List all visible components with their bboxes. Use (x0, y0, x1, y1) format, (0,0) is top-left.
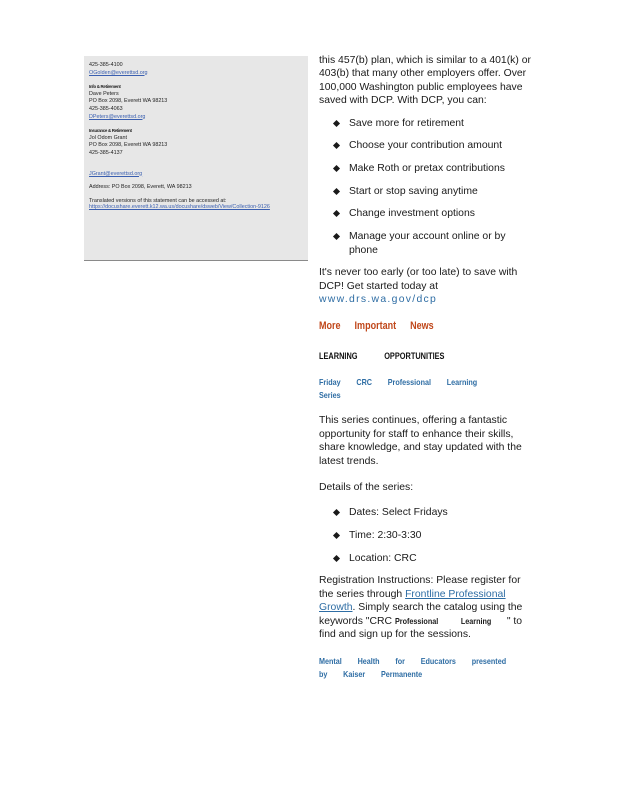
dcp-cta-text: It's never too early (or too late) to save with DCP! Get started today at (319, 267, 518, 292)
dcp-cta (319, 266, 533, 306)
details-label: Details of the series: (319, 481, 414, 493)
list-item: Make Roth or pretax contributions (331, 162, 533, 175)
news-heading: More Important News (319, 320, 434, 333)
translation-note: Translated versions of this statement can be accessed at: (89, 197, 227, 204)
dcp-benefits-list (319, 117, 533, 257)
registration-instructions (319, 574, 533, 641)
contact-role: Info & Retirement (89, 84, 121, 90)
contact-address: PO Box 2098, Everett WA 98213 (89, 98, 168, 105)
contact-box (84, 56, 308, 261)
series-description: This series continues, offering a fantastic opportunity for staff to enhance their skills, share knowledge, and stay updated with the latest trends. (319, 415, 522, 467)
main-column (319, 54, 533, 681)
list-item: Manage your account online or by phone (331, 230, 533, 257)
contact-email-link[interactable]: OGolden@everettsd.org (89, 69, 148, 76)
frontline-link[interactable]: Frontline Professional Growth (319, 588, 506, 614)
contact-name: Jol Odom Grant (89, 134, 128, 141)
list-item: Start or stop saving anytime (331, 185, 533, 198)
contact-role: Insurance & Retirement (89, 128, 132, 134)
registration-keywords: Professional Learning (394, 615, 492, 626)
dcp-intro: this 457(b) plan, which is similar to a 401(k) or 403(b) that many other employers offer. Over 100,000 Washington public employees have saved with DCP. With DCP, you can: (319, 55, 531, 107)
dcp-link[interactable]: www.drs.wa.gov/dcp (319, 294, 438, 306)
learning-heading: LEARNING OPPORTUNITIES (319, 350, 445, 361)
list-item: Time: 2:30-3:30 (331, 529, 533, 542)
contact-phone: 425-385-4100 (89, 62, 123, 68)
registration-text: " to find and sign up for the sessions. (319, 615, 523, 641)
list-item: Choose your contribution amount (331, 139, 533, 152)
list-item: Save more for retirement (331, 117, 533, 130)
contact-phone: 425-385-4137 (89, 149, 123, 156)
series-title: Friday CRC Professional Learning Series (319, 377, 478, 401)
series-details-list (319, 506, 533, 565)
contact-address: PO Box 2098, Everett WA 98213 (89, 142, 168, 149)
district-address: Address: PO Box 2098, Everett, WA 98213 (89, 184, 192, 191)
registration-text: Registration Instructions: Please register for the series through (319, 575, 521, 600)
contact-email-link[interactable]: DPeters@everettsd.org (89, 113, 146, 120)
list-item: Change investment options (331, 207, 533, 220)
translation-link[interactable]: https://docushare.everett.k12.wa.us/docushare/dsweb/View/Collection-9126 (89, 204, 270, 211)
contact-email-link[interactable]: JGrant@everettsd.org (89, 170, 143, 177)
list-item: Dates: Select Fridays (331, 506, 533, 519)
list-item: Location: CRC (331, 552, 533, 565)
registration-text: . Simply search the catalog using the keywords "CRC (319, 602, 523, 627)
mental-health-title: Mental Health for Educators presented by Kaiser Permanente (319, 656, 507, 680)
contact-phone: 425-385-4063 (89, 105, 123, 112)
contact-name: Dave Peters (89, 90, 119, 97)
